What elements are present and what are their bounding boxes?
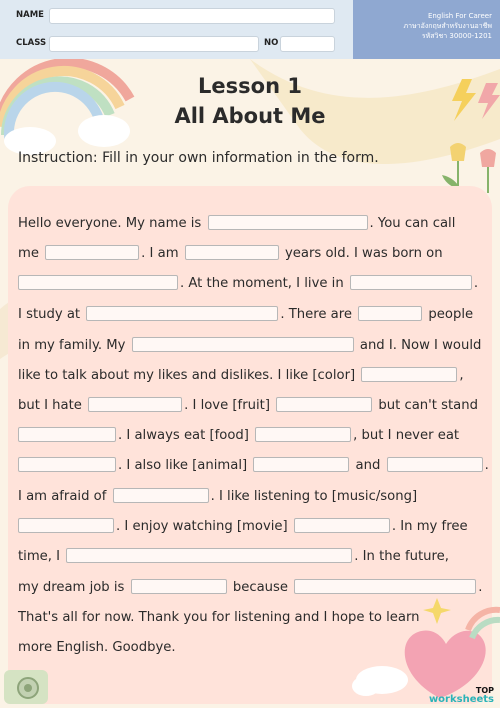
cloud-icon <box>352 666 408 696</box>
form-text: . I love [fruit] <box>184 398 270 413</box>
music-blank[interactable] <box>18 518 114 533</box>
animal-blank-2[interactable] <box>387 457 483 472</box>
form-text: but I hate <box>18 398 82 413</box>
class-field[interactable] <box>49 36 259 52</box>
form-text: . I like listening to [music/song] <box>210 489 418 504</box>
name-field[interactable] <box>49 8 335 24</box>
form-text: because <box>232 580 288 595</box>
form-text: and I. Now I would <box>359 338 482 353</box>
family-count-blank[interactable] <box>358 306 422 321</box>
course-info <box>353 0 500 59</box>
animal-blank-1[interactable] <box>253 457 349 472</box>
form-text: like to talk about my likes and dislikes. I like [color] <box>18 368 356 383</box>
name-blank[interactable] <box>208 215 368 230</box>
lesson-title: All About Me <box>174 104 326 128</box>
form-line-6 <box>18 365 464 387</box>
name-label: NAME <box>16 10 44 20</box>
no-label: NO <box>264 38 279 48</box>
form-line-9 <box>18 455 489 477</box>
lesson-number: Lesson 1 <box>198 74 302 98</box>
name-row <box>16 5 342 25</box>
birthdate-blank[interactable] <box>18 275 178 290</box>
form-text: I study at <box>18 307 81 322</box>
form-text: . In my free <box>391 519 468 534</box>
form-text: I am afraid of <box>18 489 107 504</box>
form-line-11 <box>18 516 468 538</box>
form-text: . <box>478 580 483 595</box>
school-blank[interactable] <box>86 306 278 321</box>
form-text: . There are <box>280 307 352 322</box>
form-line-5 <box>18 335 481 357</box>
form-text: . I also like [animal] <box>118 458 248 473</box>
form-line-3 <box>18 273 478 295</box>
worksheet-header <box>0 0 500 59</box>
nickname-blank[interactable] <box>45 245 139 260</box>
form-text: . You can call <box>369 216 456 231</box>
bottom-decoration <box>0 590 500 708</box>
form-line-1 <box>18 213 455 235</box>
sparkle-icon <box>423 598 451 624</box>
city-blank[interactable] <box>350 275 472 290</box>
no-field[interactable] <box>280 36 335 52</box>
color-blank[interactable] <box>361 367 457 382</box>
fruit-blank[interactable] <box>276 397 372 412</box>
course-code: รหัสวิชา 30000-1201 <box>421 32 492 40</box>
form-line-10 <box>18 486 417 508</box>
watermark-worksheets: worksheets <box>428 694 494 705</box>
form-text: but can't stand <box>378 398 478 413</box>
form-text: my dream job is <box>18 580 125 595</box>
form-text: more English. Goodbye. <box>18 640 176 655</box>
instruction-text: Instruction: Fill in your own information in the form. <box>18 150 379 166</box>
form-text: and <box>355 458 381 473</box>
form-text: years old. I was born on <box>284 246 443 261</box>
never-eat-blank[interactable] <box>18 457 116 472</box>
form-line-7 <box>18 395 478 417</box>
form-line-8 <box>18 425 459 447</box>
course-name-en: English For Career <box>427 12 492 20</box>
form-text: . I enjoy watching [movie] <box>116 519 288 534</box>
form-text: That's all for now. Thank you for listening and I hope to learn <box>18 610 420 625</box>
class-row <box>16 33 342 53</box>
form-text: . I always eat [food] <box>118 428 249 443</box>
free-time-blank[interactable] <box>66 548 352 563</box>
family-members-blank[interactable] <box>132 337 354 352</box>
movie-blank[interactable] <box>294 518 390 533</box>
form-text: . I am <box>141 246 179 261</box>
course-name-th: ภาษาอังกฤษสำหรับงานอาชีพ <box>403 22 492 30</box>
watermark <box>429 686 494 704</box>
age-blank[interactable] <box>185 245 279 260</box>
form-text: , <box>459 368 464 383</box>
hate-blank[interactable] <box>88 397 182 412</box>
form-line-4 <box>18 304 473 326</box>
form-text: . At the moment, I live in <box>180 276 344 291</box>
afraid-blank[interactable] <box>113 488 209 503</box>
form-text: . <box>473 276 479 291</box>
form-text: Hello everyone. My name is <box>18 216 202 231</box>
form-text: time, I <box>18 549 61 564</box>
form-text: . <box>484 458 489 473</box>
form-line-2 <box>18 243 443 265</box>
food-blank[interactable] <box>255 427 351 442</box>
class-label: CLASS <box>16 38 47 48</box>
form-text: . In the future, <box>354 549 449 564</box>
form-text: people <box>428 307 474 322</box>
form-text: me <box>18 246 39 261</box>
form-text: , but I never eat <box>353 428 460 443</box>
form-line-12 <box>18 546 449 568</box>
watermark-top: TOP <box>475 686 494 695</box>
camera-icon <box>4 670 48 704</box>
cant-stand-blank[interactable] <box>18 427 116 442</box>
form-text: in my family. My <box>18 338 126 353</box>
